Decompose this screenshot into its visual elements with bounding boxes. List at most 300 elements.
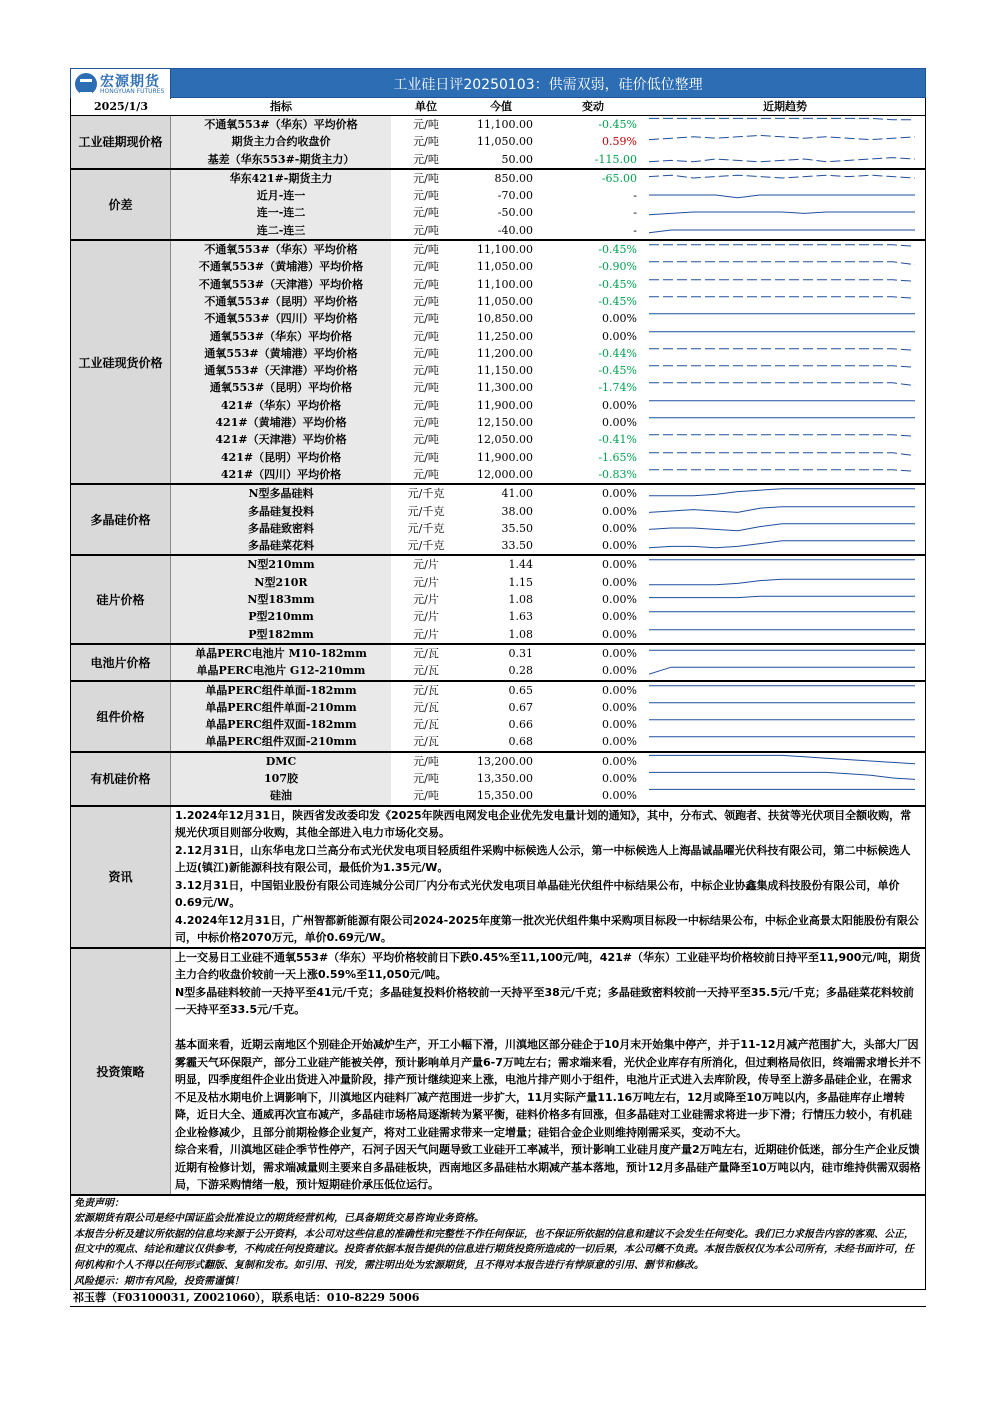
unit-cell: 元/吨 [413, 450, 439, 464]
sparkline [649, 467, 915, 482]
change-cell: 0.00% [602, 593, 637, 607]
sparkline [649, 171, 915, 186]
value-cell: -50.00 [497, 206, 533, 220]
table-row [171, 293, 925, 310]
unit-cell: 元/吨 [413, 189, 439, 203]
trend-cell [645, 466, 925, 483]
value-cell: 0.31 [508, 646, 533, 660]
sparkline-path [649, 245, 915, 246]
indicator-name: 近月-连一 [171, 187, 391, 204]
strategy-paragraph: 综合来看，川滇地区硅企季节性停产，石河子因天气问题导致工业硅开工率减半，预计影响工业硅月度产量2万吨左右，近期硅价低迷，部分生产企业反馈近期有检修计划，需求端减量则主要来自多晶硅板块，西南地区多晶硅枯水期减产基本落地，预计12月多晶硅产量降至10万吨以内，硅市维持供需双弱格局，下游采购情绪一般，预计短期硅价承压低位运行。 [175, 1143, 921, 1192]
section-rows [171, 170, 925, 239]
value-cell: 11,200.00 [477, 346, 533, 360]
trend-cell [645, 662, 925, 679]
sparkline-path [649, 262, 915, 265]
table-row [171, 449, 925, 466]
value-cell: 11,900.00 [477, 450, 533, 464]
sparkline [649, 609, 915, 624]
value-cell: 11,050.00 [477, 294, 533, 308]
value-cell: 10,850.00 [477, 312, 533, 326]
sparkline-path [649, 366, 915, 367]
indicator-name: 单晶PERC电池片 M10-182mm [171, 645, 391, 662]
sparkline [649, 663, 915, 678]
trend-cell [645, 414, 925, 431]
sparkline-path [649, 212, 915, 215]
indicator-name: N型210mm [171, 556, 391, 573]
sparkline [649, 398, 915, 413]
value-cell: 35.50 [501, 521, 533, 535]
change-cell: 0.00% [602, 646, 637, 660]
trend-cell [645, 241, 925, 258]
table-row [171, 520, 925, 537]
sparkline-path [649, 136, 915, 140]
value-cell: 41.00 [501, 487, 533, 501]
indicator-name: 连二-连三 [171, 222, 391, 239]
unit-cell: 元/片 [413, 575, 439, 589]
table-row [171, 682, 925, 699]
value-cell: 13,200.00 [477, 754, 533, 768]
change-cell: -0.45% [598, 243, 637, 257]
table-row [171, 699, 925, 716]
indicator-name: 不通氧553#（华东）平均价格 [171, 241, 391, 258]
sparkline-path [649, 118, 915, 119]
sparkline [649, 683, 915, 698]
section-rows [171, 645, 925, 680]
trend-cell [645, 537, 925, 554]
strategy-paragraph: N型多晶硅料较前一天持平至41元/千克；多晶硅复投料价格较前一天持平至38元/千克；多晶硅致密料较前一天持平至35.5元/千克；多晶硅菜花料较前一天持平至33.5元/千克。 [175, 985, 915, 1017]
indicator-name: 421#（华东）平均价格 [171, 397, 391, 414]
table-row [171, 733, 925, 750]
value-cell: 50.00 [501, 152, 533, 166]
unit-cell: 元/千克 [407, 521, 445, 535]
unit-cell: 元/片 [413, 593, 439, 607]
sparkline-path [649, 279, 915, 280]
news-item: 3.12月31日，中国铝业股份有限公司连城分公司厂内分布式光伏发电项目单晶硅光伏组件中标结果公布，中标企业协鑫集成科技股份有限公司，单价0.69元/W。 [175, 878, 900, 910]
table-row [171, 379, 925, 396]
table-row [171, 170, 925, 187]
unit-cell: 元/吨 [413, 223, 439, 237]
table-row [171, 591, 925, 608]
trend-cell [645, 204, 925, 221]
table-row [171, 485, 925, 502]
sparkline [649, 575, 915, 590]
sparkline-path [649, 541, 915, 548]
sparkline [649, 152, 915, 167]
sparkline [649, 521, 915, 536]
table-row [171, 241, 925, 258]
indicator-name: 421#（昆明）平均价格 [171, 449, 391, 466]
change-cell: -0.45% [598, 118, 637, 131]
change-cell: 0.00% [602, 627, 637, 641]
trend-cell [645, 362, 925, 379]
section-label: 多晶硅价格 [71, 485, 171, 554]
unit-cell: 元/片 [413, 627, 439, 641]
section-1 [70, 170, 926, 241]
sparkline-path [649, 349, 915, 350]
unit-cell: 元/瓦 [413, 646, 439, 660]
trend-cell [645, 345, 925, 362]
table-row [171, 187, 925, 204]
change-cell: - [633, 189, 637, 203]
logo-text: 宏源期货 [100, 74, 160, 90]
unit-cell: 元/吨 [413, 294, 439, 308]
change-cell: 0.59% [602, 135, 637, 149]
section-0 [70, 116, 926, 170]
sparkline-path [649, 579, 915, 585]
table-row [171, 626, 925, 643]
indicator-name: 107胶 [171, 770, 391, 787]
table-row [171, 753, 925, 770]
strategy-paragraph [175, 1019, 921, 1037]
trend-cell [645, 591, 925, 608]
change-cell: 0.00% [602, 718, 637, 732]
sparkline [649, 294, 915, 309]
value-cell: 0.28 [508, 664, 533, 678]
trend-cell [645, 520, 925, 537]
unit-cell: 元/吨 [413, 754, 439, 768]
change-cell: 0.00% [602, 789, 637, 803]
table-row [171, 716, 925, 733]
sparkline [649, 538, 915, 553]
strategy-body [171, 949, 925, 1194]
trend-cell [645, 682, 925, 699]
trend-cell [645, 397, 925, 414]
trend-cell [645, 258, 925, 275]
sparkline-path [649, 772, 915, 779]
indicator-name: N型多晶硅料 [171, 485, 391, 502]
sparkline-path [649, 506, 915, 512]
value-cell: 11,050.00 [477, 135, 533, 149]
trend-cell [645, 276, 925, 293]
table-row [171, 362, 925, 379]
table-row [171, 397, 925, 414]
logo-subtext: HONGYUAN FUTURES [100, 88, 165, 95]
table-row [171, 787, 925, 804]
unit-cell: 元/千克 [407, 504, 445, 518]
value-cell: 33.50 [501, 539, 533, 553]
change-cell: 0.00% [602, 521, 637, 535]
disclaimer-line: 宏源期货有限公司是经中国证监会批准设立的期货经营机构，已具备期货交易咨询业务资格。 [74, 1213, 484, 1225]
section-7 [70, 753, 926, 807]
section-label: 组件价格 [71, 682, 171, 751]
change-cell: -115.00 [594, 152, 637, 166]
change-cell: - [633, 223, 637, 237]
sparkline [649, 432, 915, 447]
news-label: 资讯 [71, 807, 171, 947]
trend-cell [645, 626, 925, 643]
indicator-name: 期货主力合约收盘价 [171, 133, 391, 150]
news-section [70, 807, 926, 949]
unit-cell: 元/千克 [407, 487, 445, 501]
table-row [171, 608, 925, 625]
report-header-bar [70, 68, 926, 98]
value-cell: 11,100.00 [477, 243, 533, 257]
news-body [171, 807, 925, 947]
trend-cell [645, 116, 925, 133]
unit-cell: 元/瓦 [413, 735, 439, 749]
section-rows [171, 116, 925, 168]
sparkline [649, 734, 915, 749]
table-row [171, 537, 925, 554]
sparkline-path [649, 489, 915, 496]
trend-cell [645, 645, 925, 662]
indicator-name: 通氧553#（华东）平均价格 [171, 328, 391, 345]
sparkline-path [649, 175, 915, 178]
unit-cell: 元/瓦 [413, 718, 439, 732]
sparkline [649, 134, 915, 149]
indicator-name: 多晶硅致密料 [171, 520, 391, 537]
change-cell: 0.00% [602, 575, 637, 589]
value-cell: 11,250.00 [477, 329, 533, 343]
analyst-contact: 祁玉蓉（F03100031, Z0021060），联系电话：010-8229 5006 [70, 1290, 926, 1307]
strategy-label: 投资策略 [71, 949, 171, 1194]
unit-cell: 元/吨 [413, 135, 439, 149]
value-cell: 11,100.00 [477, 277, 533, 291]
value-cell: 12,050.00 [477, 433, 533, 447]
indicator-name: P型182mm [171, 626, 391, 643]
change-cell: 0.00% [602, 700, 637, 714]
indicator-name: 华东421#-期货主力 [171, 170, 391, 187]
value-cell: 0.67 [508, 700, 533, 714]
change-cell: -65.00 [601, 171, 637, 185]
sparkline [649, 557, 915, 572]
trend-cell [645, 503, 925, 520]
unit-cell: 元/片 [413, 610, 439, 624]
unit-cell: 元/吨 [413, 277, 439, 291]
change-cell: -0.45% [598, 277, 637, 291]
value-cell: 12,150.00 [477, 416, 533, 430]
indicator-name: 单晶PERC电池片 G12-210mm [171, 662, 391, 679]
trend-cell [645, 328, 925, 345]
indicator-name: 421#（天津港）平均价格 [171, 431, 391, 448]
change-cell: -0.83% [598, 467, 637, 481]
section-rows [171, 241, 925, 483]
sparkline [649, 627, 915, 642]
sparkline [649, 486, 915, 501]
report-date: 2025/1/3 [94, 100, 148, 113]
table-row [171, 662, 925, 679]
sparkline-path [649, 195, 915, 198]
indicator-name: 通氧553#（天津港）平均价格 [171, 362, 391, 379]
section-label: 电池片价格 [71, 645, 171, 680]
col-unit: 单位 [415, 100, 437, 113]
price-table [70, 116, 926, 807]
indicator-name: N型183mm [171, 591, 391, 608]
change-cell: 0.00% [602, 312, 637, 326]
sparkline [649, 646, 915, 661]
sparkline [649, 380, 915, 395]
indicator-name: 不通氧553#（四川）平均价格 [171, 310, 391, 327]
sparkline-path [649, 470, 915, 471]
sparkline [649, 592, 915, 607]
indicator-name: 多晶硅复投料 [171, 503, 391, 520]
value-cell: 11,100.00 [477, 118, 533, 131]
col-change: 变动 [582, 100, 604, 113]
value-cell: 13,350.00 [477, 771, 533, 785]
trend-cell [645, 310, 925, 327]
change-cell: 0.00% [602, 610, 637, 624]
sparkline [649, 700, 915, 715]
disclaimer-line: 风险提示：期市有风险，投资需谨慎！ [74, 1275, 244, 1287]
value-cell: 1.63 [508, 610, 533, 624]
trend-cell [645, 151, 925, 168]
sparkline [649, 717, 915, 732]
trend-cell [645, 753, 925, 770]
change-cell: -0.45% [598, 294, 637, 308]
unit-cell: 元/瓦 [413, 664, 439, 678]
change-cell: 0.00% [602, 398, 637, 412]
indicator-name: 421#（四川）平均价格 [171, 466, 391, 483]
unit-cell: 元/吨 [413, 152, 439, 166]
report-page [70, 68, 926, 1307]
change-cell: 0.00% [602, 416, 637, 430]
sparkline [649, 329, 915, 344]
value-cell: 1.15 [508, 575, 533, 589]
trend-cell [645, 485, 925, 502]
table-row [171, 133, 925, 150]
change-cell: -0.41% [598, 433, 637, 447]
table-row [171, 258, 925, 275]
trend-cell [645, 770, 925, 787]
value-cell: -70.00 [497, 189, 533, 203]
sparkline [649, 346, 915, 361]
table-row [171, 222, 925, 239]
sparkline-path [649, 667, 915, 674]
unit-cell: 元/吨 [413, 329, 439, 343]
table-row [171, 574, 925, 591]
sparkline-path [649, 452, 915, 455]
value-cell: 1.08 [508, 593, 533, 607]
change-cell: - [633, 206, 637, 220]
news-item: 1.2024年12月31日，陕西省发改委印发《2025年陕西电网发电企业优先发电量计划的通知》，其中，分布式、领跑者、扶贫等光伏项目全额收购，常规光伏项目则部分收购，其他全部进入电力市场化交易。 [175, 808, 912, 840]
unit-cell: 元/吨 [413, 771, 439, 785]
indicator-name: DMC [171, 753, 391, 770]
value-cell: 11,300.00 [477, 381, 533, 395]
sparkline [649, 277, 915, 292]
section-label: 工业硅期现价格 [71, 116, 171, 168]
table-header [70, 98, 926, 116]
indicator-name: 单晶PERC组件单面-210mm [171, 699, 391, 716]
indicator-name: 通氧553#（昆明）平均价格 [171, 379, 391, 396]
section-6 [70, 682, 926, 753]
unit-cell: 元/吨 [413, 260, 439, 274]
sparkline [649, 259, 915, 274]
unit-cell: 元/吨 [413, 243, 439, 257]
indicator-name: N型210R [171, 574, 391, 591]
strategy-paragraph: 基本面来看，近期云南地区个别硅企开始减炉生产，开工小幅下滑，川滇地区部分硅企于10月末开始集中停产，并于11-12月减产范围扩大，头部大厂因雾霾天气环保限产，部分工业硅产能被关停，预计影响单月产量6-7万吨左右；需求端来看，光伏企业库存有所消化，但过剩格局依旧，终端需求增长并不明显，四季度组件企业出货进入冲量阶段，排产预计继续迎来上涨，电池片排产则小于组件，电池片正式进入去库阶段，传导至上游多晶硅企业，在需求不足及枯水期电价上调影响下，川滇地区内硅料厂减产范围进一步扩大，11月实际产量11.16万吨左右，12月或降至10万吨以内，多晶硅库存止增转降，近日大全、通威再次宣布减产，多晶硅市场格局逐渐转为紧平衡，硅料价格多有回涨，但多晶硅对工业硅需求将进一步下滑；行情压力较小，有机硅企业检修减少，且部分前期检修企业复产，将对工业硅需求带来一定增量；硅铝合金企业则维持刚需采买，变动不大。 [175, 1038, 921, 1139]
indicator-name: 不通氧553#（天津港）平均价格 [171, 276, 391, 293]
sparkline [649, 363, 915, 378]
sparkline [649, 188, 915, 203]
change-cell: 0.00% [602, 504, 637, 518]
unit-cell: 元/瓦 [413, 683, 439, 697]
col-value: 今值 [490, 100, 512, 113]
sparkline-path [649, 230, 915, 233]
section-label: 有机硅价格 [71, 753, 171, 805]
value-cell: 11,900.00 [477, 398, 533, 412]
news-item: 2.12月31日，山东华电龙口兰高分布式光伏发电项目轻质组件采购中标候选人公示，第一中标候选人上海晶诚晶曜光伏科技有限公司，第二中标候选人上迈(镇江)新能源科技有限公司，最低价为1.35元/W。 [175, 843, 911, 875]
sparkline [649, 223, 915, 238]
indicator-name: 不通氧553#（昆明）平均价格 [171, 293, 391, 310]
sparkline-path [649, 435, 915, 436]
section-3 [70, 485, 926, 556]
indicator-name: 单晶PERC组件单面-182mm [171, 682, 391, 699]
section-5 [70, 645, 926, 682]
col-trend: 近期趋势 [763, 100, 807, 113]
strategy-paragraph: 上一交易日工业硅不通氧553#（华东）平均价格较前日下跌0.45%至11,100元/吨，421#（华东）工业硅平均价格较前日持平至11,900元/吨，期货主力合约收盘价较前一天上涨0.59%至11,050元/吨。 [175, 950, 921, 982]
trend-cell [645, 379, 925, 396]
change-cell: 0.00% [602, 329, 637, 343]
table-row [171, 414, 925, 431]
section-2 [70, 241, 926, 485]
trend-cell [645, 222, 925, 239]
section-rows [171, 485, 925, 554]
table-row [171, 770, 925, 787]
unit-cell: 元/吨 [413, 364, 439, 378]
indicator-name: 通氧553#（黄埔港）平均价格 [171, 345, 391, 362]
sparkline [649, 311, 915, 326]
unit-cell: 元/吨 [413, 789, 439, 803]
sparkline-path [649, 596, 915, 597]
section-4 [70, 556, 926, 644]
section-label: 工业硅现货价格 [71, 241, 171, 483]
unit-cell: 元/吨 [413, 346, 439, 360]
change-cell: 0.00% [602, 539, 637, 553]
unit-cell: 元/吨 [413, 206, 439, 220]
unit-cell: 元/吨 [413, 416, 439, 430]
value-cell: 1.44 [508, 558, 533, 572]
change-cell: 0.00% [602, 664, 637, 678]
sparkline-path [649, 755, 915, 763]
indicator-name: 不通氧553#（黄埔港）平均价格 [171, 258, 391, 275]
unit-cell: 元/瓦 [413, 700, 439, 714]
change-cell: 0.00% [602, 683, 637, 697]
table-row [171, 466, 925, 483]
indicator-name: 基差（华东553#-期货主力） [171, 151, 391, 168]
unit-cell: 元/吨 [413, 467, 439, 481]
unit-cell: 元/吨 [413, 118, 439, 131]
change-cell: 0.00% [602, 558, 637, 572]
strategy-section [70, 949, 926, 1196]
value-cell: 15,350.00 [477, 789, 533, 803]
unit-cell: 元/千克 [407, 539, 445, 553]
indicator-name: 单晶PERC组件双面-182mm [171, 716, 391, 733]
sparkline [649, 788, 915, 803]
logo-icon [75, 73, 97, 95]
sparkline [649, 771, 915, 786]
col-indicator: 指标 [270, 100, 292, 113]
value-cell: 38.00 [501, 504, 533, 518]
value-cell: 850.00 [494, 171, 533, 185]
unit-cell: 元/吨 [413, 171, 439, 185]
unit-cell: 元/吨 [413, 381, 439, 395]
sparkline [649, 415, 915, 430]
value-cell: -40.00 [497, 223, 533, 237]
table-row [171, 431, 925, 448]
indicator-name: 421#（黄埔港）平均价格 [171, 414, 391, 431]
table-row [171, 345, 925, 362]
sparkline [649, 117, 915, 132]
table-row [171, 116, 925, 133]
change-cell: 0.00% [602, 754, 637, 768]
table-row [171, 645, 925, 662]
table-row [171, 556, 925, 573]
section-label: 硅片价格 [71, 556, 171, 642]
table-row [171, 204, 925, 221]
indicator-name: P型210mm [171, 608, 391, 625]
indicator-name: 连一-连二 [171, 204, 391, 221]
company-logo [71, 69, 171, 99]
